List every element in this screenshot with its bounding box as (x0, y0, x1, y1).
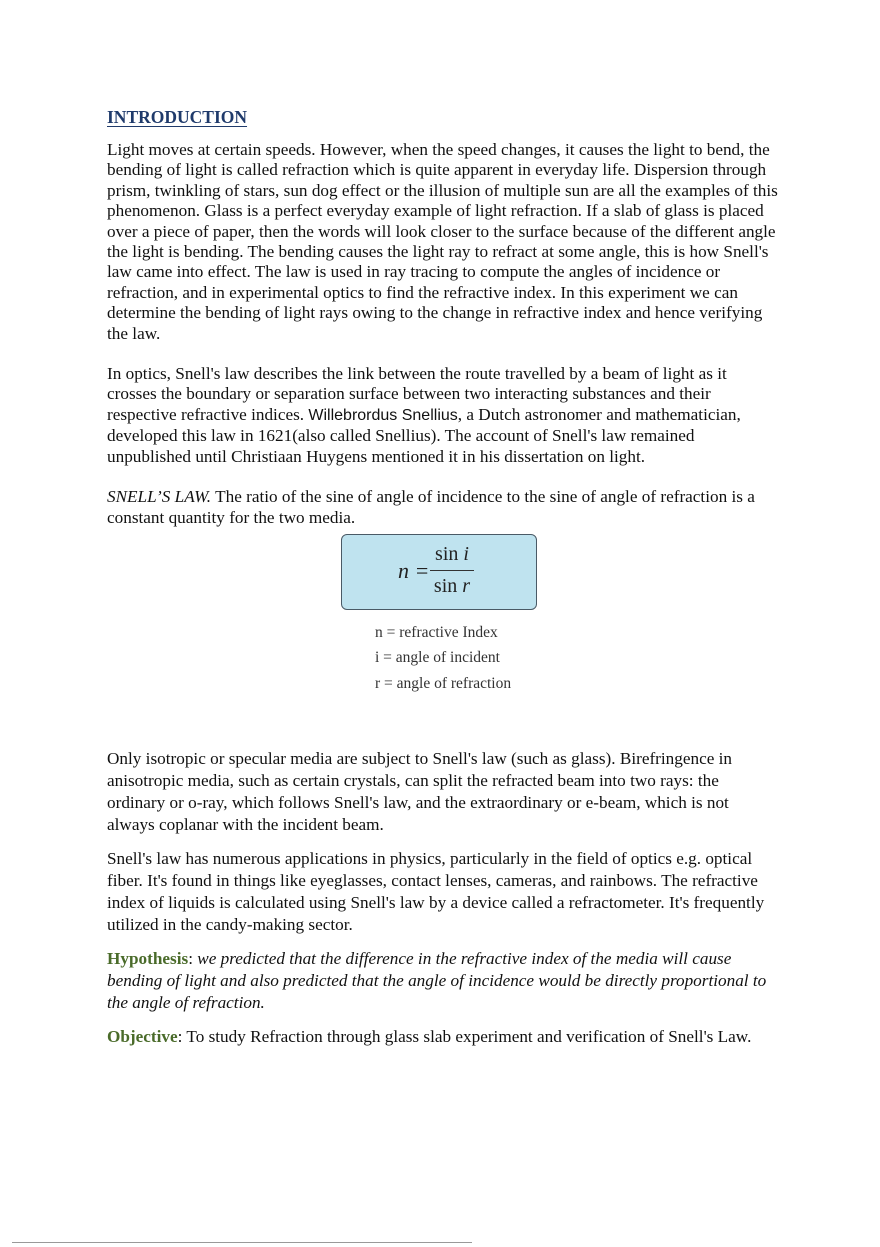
objective-colon: : (177, 1026, 187, 1046)
legend-item: i = angle of incident (375, 649, 500, 667)
denominator-var: r (462, 574, 471, 597)
snells-law-label: SNELL’S LAW. (107, 487, 212, 507)
paragraph-intro: Light moves at certain speeds. However, when the speed changes, it causes the light to bend, the bending of light is called refraction which is quite apparent in everyday life. Dispersion through prism, twinkling of stars, sun dog effect or the illusion of multiple sun are all the examples of this phenomenon. Glass is a perfect everyday example of light refraction. If a slab of glass is placed over a piece of paper, then the words will look closer to the surface because of the different angle the light is bending. The bending causes the light ray to refract at some angle, this is how Snell's law came into effect. The law is used in ray tracing to compute the angles of incidence or refraction, and in experimental optics to find the refractive index. In this experiment we can determine the bending of light rays owing to the change in refractive index and hence verifying the law. (107, 140, 778, 343)
formula-legend (375, 620, 511, 697)
optics-text-before: In optics, Snell's law describes the link between the route travelled by a beam of light as it crosses the boundary or separation surface between two interacting substances and their respective refractive indices. (107, 364, 727, 424)
paragraph-applications: Snell's law has numerous applications in physics, particularly in the field of optics e.g. optical fiber. It's found in things like eyeglasses, contact lenses, cameras, and rainbows. The refractive index of liquids is calculated using Snell's law by a device called a refractometer. It's frequently utilized in the candy-making sector. (107, 848, 765, 934)
optics-text-after: , a Dutch astronomer and mathematician, developed this law in 1621(also called Snellius). The account of Snell's law remained unpublished until Christiaan Huygens mentioned it in his dissertation on light. (107, 404, 741, 466)
numerator-fn: sin (435, 542, 459, 565)
denominator-fn: sin (433, 574, 458, 597)
formula-figure (107, 528, 779, 718)
snellius-name: Willebrordus Snellius (308, 406, 458, 424)
legend-item: n = refractive Index (375, 623, 498, 641)
formula-fraction (430, 541, 474, 600)
fraction-bar (430, 570, 474, 571)
hypothesis-colon: : (188, 948, 198, 968)
paragraph-isotropic: Only isotropic or specular media are subject to Snell's law (such as glass). Birefringence in anisotropic media, such as certain crystals, can split the refracted beam into two rays: the ordinary or o-ray, which follows Snell's law, and the extraordinary or e-beam, which is not always coplanar with the incident beam. (107, 748, 733, 834)
legend-item: r = angle of refraction (375, 674, 512, 692)
hypothesis-label: Hypothesis (107, 948, 189, 968)
formula-box (341, 534, 537, 610)
paragraph-hypothesis (107, 948, 779, 1014)
snells-law-text: The ratio of the sine of angle of incidence to the sine of angle of refraction is a constant quantity for the two media. (107, 487, 755, 527)
document-page (107, 104, 779, 1048)
objective-label: Objective (107, 1026, 178, 1046)
section-heading: INTRODUCTION (107, 107, 248, 127)
formula-denominator (430, 573, 474, 600)
footer-divider (12, 1242, 472, 1243)
formula-lhs: n = (398, 557, 430, 583)
paragraph-optics (107, 364, 779, 467)
hypothesis-text: we predicted that the difference in the refractive index of the media will cause bending of light and also predicted that the angle of incidence would be directly proportional to the angle of refraction. (107, 948, 767, 1012)
objective-text: To study Refraction through glass slab experiment and verification of Snell's Law. (186, 1026, 752, 1046)
paragraph-objective (107, 1026, 779, 1048)
paragraph-snells-law (107, 487, 779, 528)
formula-numerator (430, 541, 474, 568)
numerator-var: i (463, 542, 469, 565)
